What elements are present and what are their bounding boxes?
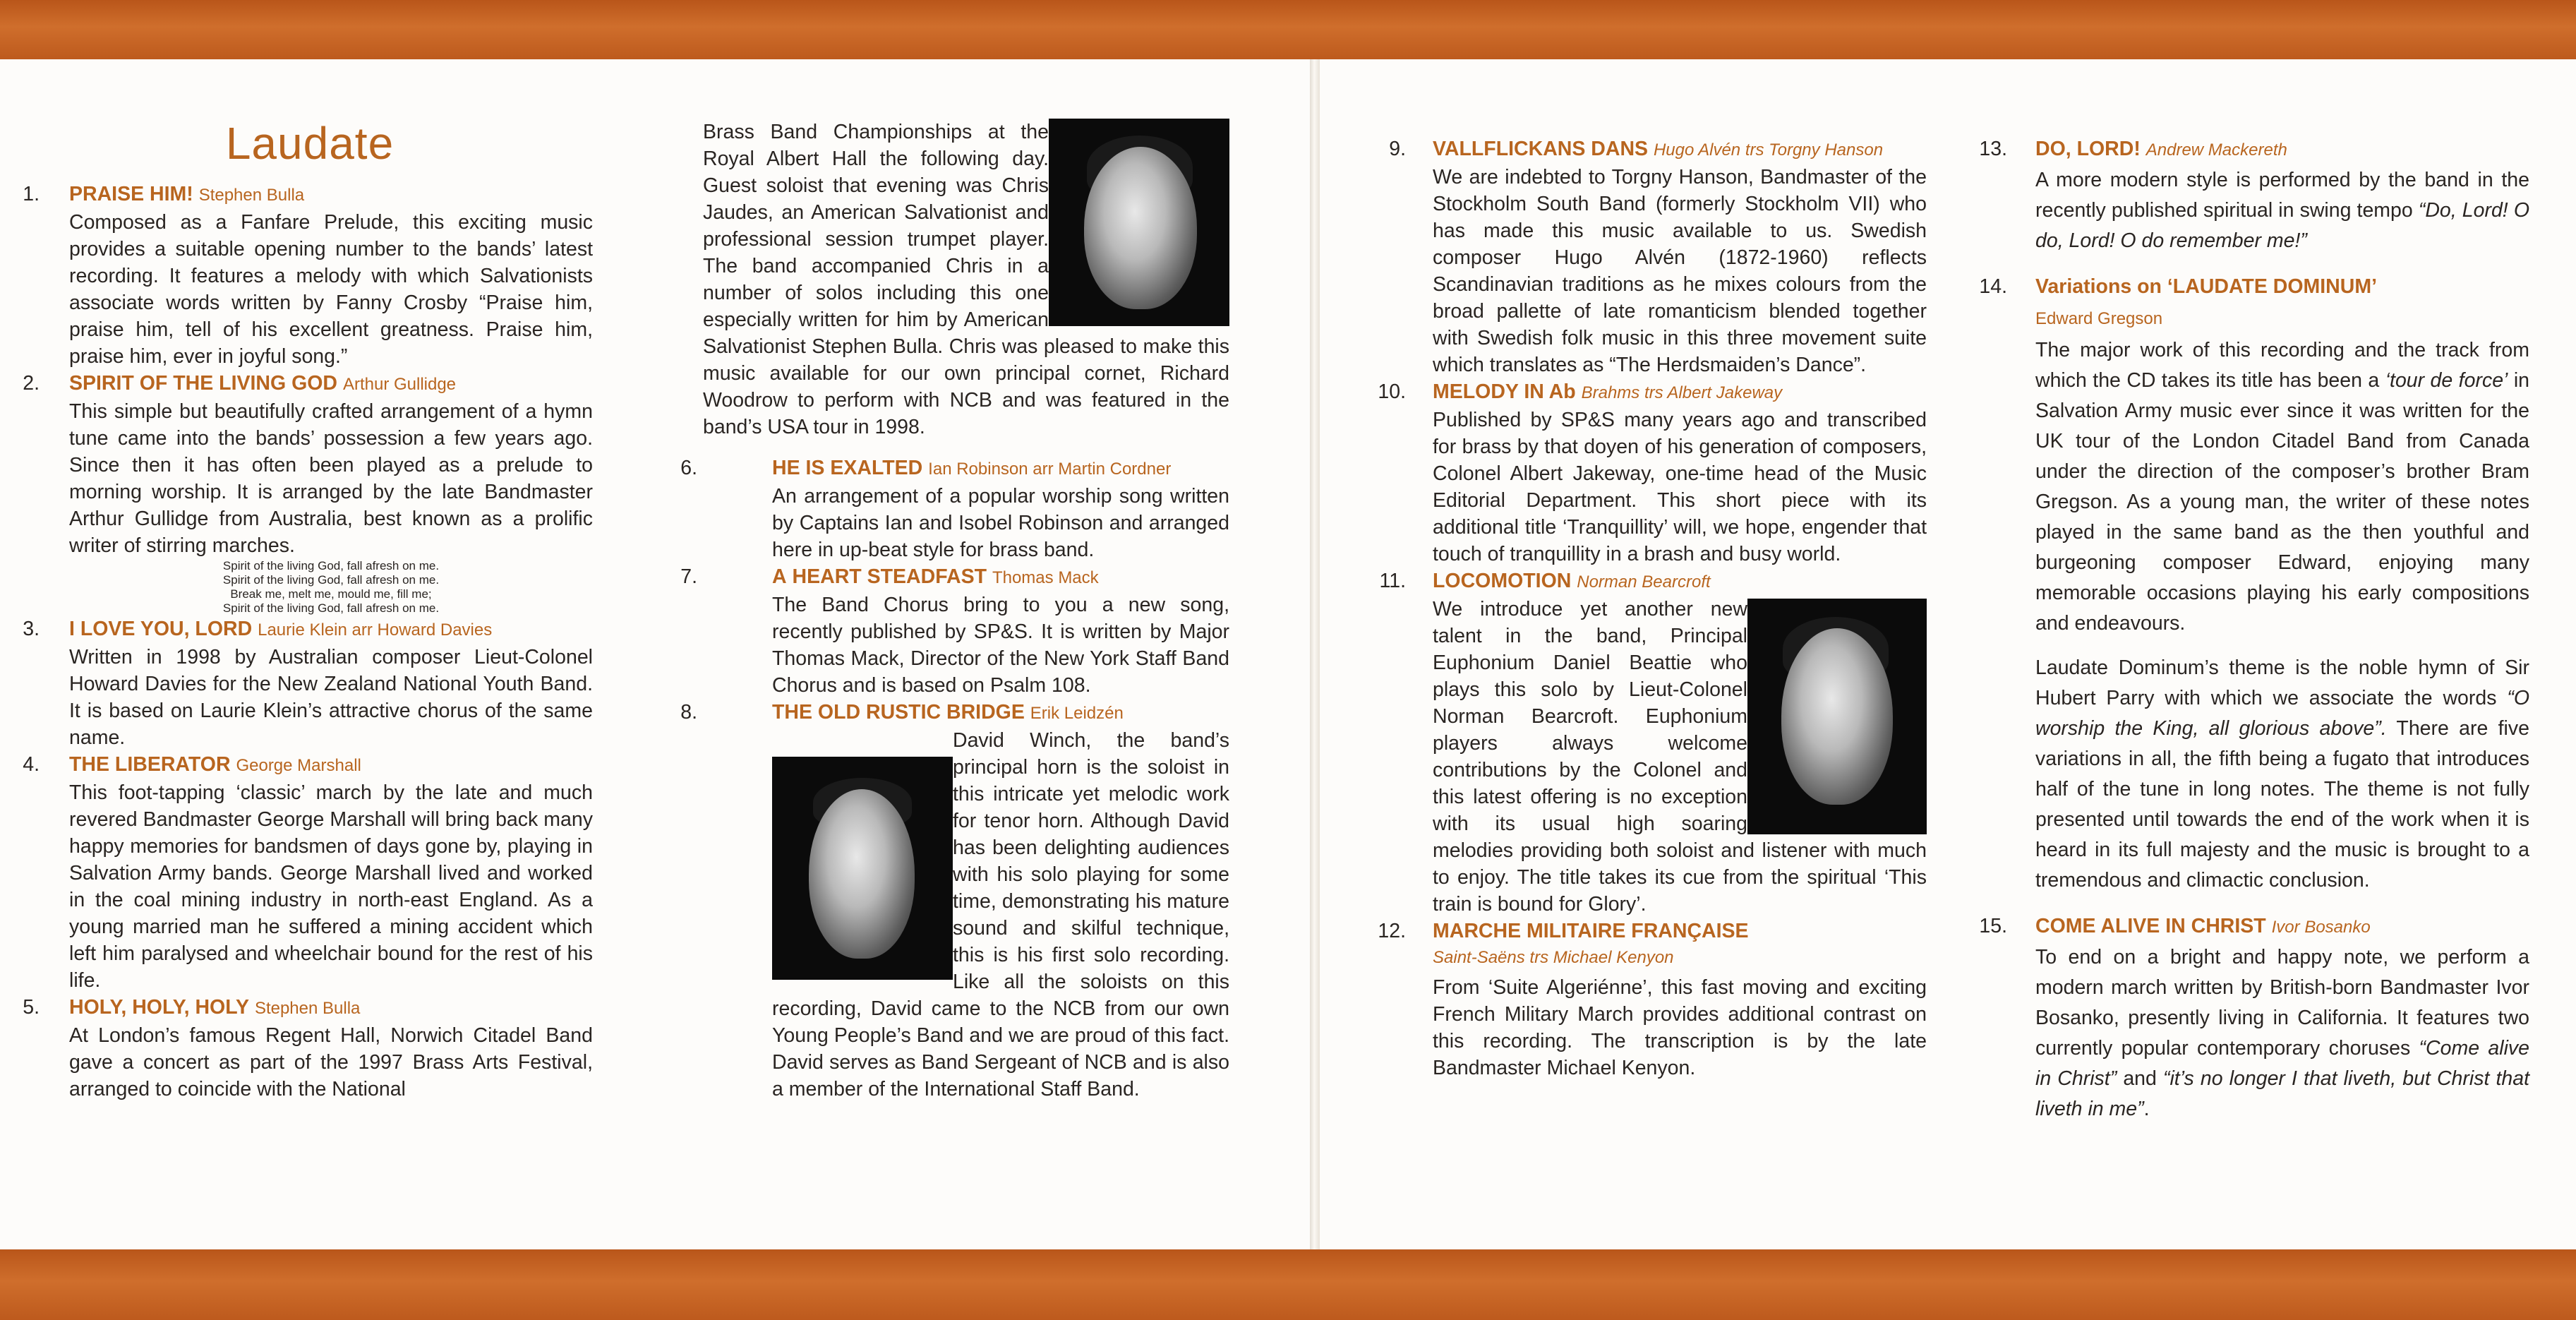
booklet-title: Laudate <box>225 118 395 169</box>
track-8 <box>680 699 1229 1103</box>
track-heading <box>1433 136 1927 164</box>
track-number: 7. <box>680 565 697 588</box>
track-notes: This simple but beautifully crafted arrangement of a hymn tune came into the bands’ possession a few years ago. Since then it has often been played as a prelude to morning worship. It is arranged by the late Bandmaster Arthur Gullidge from Australia, best known as a prolific writer of stirring marches. <box>69 400 593 557</box>
notes-text: Laudate Dominum’s theme is the noble hymn of Sir Hubert Parry with which we associate the words <box>2035 656 2529 709</box>
track-notes-paragraph-2 <box>2035 653 2529 896</box>
track-notes: We introduce yet another new talent in the band, Principal Euphonium Daniel Beattie who plays this solo by Lieut-Colonel Norman Bearcroft. Euphonium players always welcome contributions by the Colonel and this latest offering is no exception with its usual high soaring melodies providing both soloist and listener with much to enjoy. The title takes its cue from the spiritual ‘This train is bound for Glory’. <box>1433 598 1927 916</box>
track-notes: David Winch, the band’s principal horn is the soloist in this intricate yet melodic work for tenor horn. Although David has been delighting audiences with his solo playing for some time, demonstrating his mature sound and skilful technique, this is his first solo recording. Like all the soloists on this recording, David came to the NCB from our own Young People’s Band and we are proud of this fact. David serves as Band Sergeant of NCB and is also a member of the International Staff Band. <box>772 729 1229 1100</box>
track-number: 8. <box>680 701 697 724</box>
bottom-orange-band <box>0 1249 2576 1320</box>
track-heading <box>1433 568 1927 596</box>
track-heading <box>2035 911 2529 942</box>
track-10 <box>1364 378 1927 568</box>
track-heading <box>772 455 1229 483</box>
track-notes: This foot-tapping ‘classic’ march by the late and much revered Bandmaster George Marshall will bring back many happy memories for bandsmen of days gone by, playing in Salvation Army bands. George Marshall lived and worked in the coal mining industry in north-east England. As a young married man he suffered a mining accident which left him paralysed and wheelchair bound for the rest of his life. <box>69 781 593 992</box>
track-heading <box>772 699 1229 727</box>
track-notes: Composed as a Fanfare Prelude, this exciting music provides a suitable opening number to the bands’ latest recording. It features a melody with which Salvationists associate words written by Fanny Crosby “Praise him, praise him, tell of his excellent greatness. Praise him, praise him, ever in joyful song.” <box>69 211 593 368</box>
column-4 <box>1979 134 2530 1124</box>
photo-david-winch <box>772 757 953 980</box>
notes-quote: “it’s no longer I that liveth, but Christ that liveth in me” <box>2035 1067 2530 1120</box>
track-title: DO, LORD! <box>2035 138 2141 160</box>
track-heading <box>69 751 593 779</box>
hymn-verse <box>69 559 593 616</box>
notes-text: in Salvation Army music ever since it was written for the UK tour of the London Citadel Band from Canada under the direction of the composer’s brother Bram Gregson. As a young man, the writer of these notes played in the same band as the then youthful and burgeoning composer Edward, enjoying many memorable occasions playing his early compositions and endeavours. <box>2035 369 2530 635</box>
track-9 <box>1364 136 1927 378</box>
track-heading <box>69 181 593 209</box>
track-13 <box>1979 134 2529 256</box>
track-credit: Stephen Bulla <box>198 186 305 205</box>
notes-text: There are five variations in all, the fifth being a fugato that introduces half of the tune in long notes. The theme is not fully presented until towards the end of the work when it is heard in its full majesty and the music is brought to a tremendous and climactic conclusion. <box>2035 717 2529 892</box>
track-5-continued <box>703 119 1229 440</box>
track-number: 15. <box>1979 915 2007 937</box>
track-credit: Hugo Alvén trs Torgny Hanson <box>1653 140 1884 160</box>
track-title: HEART STEADFAST <box>792 565 987 588</box>
track-2 <box>23 370 593 616</box>
track-number: 4. <box>23 753 40 776</box>
track-title: MARCHE MILITAIRE FRANÇAISE <box>1433 920 1749 942</box>
track-notes: Written in 1998 by Australian composer Lieut-Colonel Howard Davies for the New Zealand National Youth Band. It is based on Laurie Klein’s attractive chorus of the same name. <box>69 646 593 749</box>
track-number: 2. <box>23 372 40 395</box>
track-number: 13. <box>1979 138 2007 160</box>
track-number: 6. <box>680 457 697 479</box>
track-heading <box>69 994 593 1022</box>
track-title: I LOVE YOU, LORD <box>69 618 253 640</box>
track-heading <box>1433 918 1927 944</box>
track-heading <box>772 563 1229 592</box>
track-number: 12. <box>1378 920 1406 942</box>
track-3 <box>23 616 593 751</box>
notes-text: To end on a bright and happy note, we perform a modern march written by British-born Bandmaster Ivor Bosanko, presently living in California. It features two currently popular contemporary choruses <box>2035 946 2529 1060</box>
notes-quote: “Come alive in Christ” <box>2035 1037 2529 1090</box>
track-credit: Ian Robinson arr Martin Cordner <box>928 460 1172 479</box>
track-number: 10. <box>1378 380 1406 403</box>
notes-text: and <box>2123 1067 2157 1090</box>
notes-text: The major work of this recording and the track from which the CD takes its title has been a <box>2035 339 2529 392</box>
track-title: THE OLD RUSTIC BRIDGE <box>772 701 1025 724</box>
notes-text: A more modern style is performed by the band in the recently published spiritual in swing tempo <box>2035 169 2529 222</box>
verse-line: Break me, melt me, mould me, fill me; <box>230 587 432 601</box>
track-6 <box>680 455 1229 563</box>
track-12 <box>1364 918 1927 1081</box>
track-credit: Stephen Bulla <box>254 999 361 1018</box>
track-number: 11. <box>1379 570 1406 592</box>
track-title-prefix: A <box>772 565 787 588</box>
track-title: THE LIBERATOR <box>69 753 231 776</box>
track-credit: Brahms trs Albert Jakeway <box>1581 383 1783 402</box>
track-heading <box>69 616 593 644</box>
track-title: HOLY, HOLY, HOLY <box>69 996 250 1019</box>
track-credit: Norman Bearcroft <box>1577 572 1711 592</box>
track-credit: Andrew Mackereth <box>2145 140 2287 160</box>
track-notes <box>2035 942 2529 1124</box>
portrait-face <box>1781 628 1893 805</box>
track-11 <box>1364 568 1927 918</box>
track-title: VALLFLICKANS DANS <box>1433 138 1649 160</box>
track-title: Variations on ‘LAUDATE DOMINUM’ <box>2035 275 2377 298</box>
track-notes: We are indebted to Torgny Hanson, Bandmaster of the Stockholm South Band (formerly Stockholm VII) who has made this music available to us. Swedish composer Hugo Alvén (1872-1960) reflects Scandinavian traditions as he mixes colours from the broad pallette of late romanticism blended together with Swedish folk music in this three movement suite which translates as “The Herdsmaiden’s Dance”. <box>1433 166 1927 376</box>
track-notes: At London’s famous Regent Hall, Norwich Citadel Band gave a concert as part of the 1997 Brass Arts Festival, arranged to coincide with the National <box>69 1024 593 1100</box>
photo-daniel-beattie <box>1747 599 1927 834</box>
track-credit: Saint-Saëns trs Michael Kenyon <box>1433 948 1674 967</box>
track-1 <box>23 181 593 370</box>
photo-chris-jaudes <box>1049 119 1229 326</box>
track-credit: Ivor Bosanko <box>2271 918 2371 937</box>
track-15 <box>1979 911 2530 1124</box>
track-heading <box>69 370 593 398</box>
portrait-face <box>809 789 915 959</box>
track-credit: Arthur Gullidge <box>342 375 457 394</box>
track-title: SPIRIT OF THE LIVING GOD <box>69 372 338 395</box>
column-1 <box>23 116 593 1103</box>
track-title: LOCOMOTION <box>1433 570 1572 592</box>
column-2 <box>680 119 1229 1103</box>
verse-line: Spirit of the living God, fall afresh on me. <box>222 559 440 572</box>
track-5 <box>23 994 593 1103</box>
track-notes: From ‘Suite Algeriénne’, this fast moving and exciting French Military March provides additional contrast on this recording. The transcription is by the late Bandmaster Michael Kenyon. <box>1433 976 1927 1079</box>
booklet-fold <box>1310 59 1320 1249</box>
notes-text: . <box>2143 1098 2150 1120</box>
notes-emphasis: “O worship the King, all glorious above”. <box>2035 687 2529 740</box>
track-title: COME ALIVE IN CHRIST <box>2035 915 2266 937</box>
track-number: 3. <box>23 618 40 640</box>
track-heading <box>2035 272 2529 302</box>
track-number: 9. <box>1389 138 1406 160</box>
track-14 <box>1979 272 2530 896</box>
track-number: 14. <box>1979 275 2007 298</box>
track-credit: Erik Leidzén <box>1030 704 1124 723</box>
track-notes: Published by SP&S many years ago and transcribed for brass by that doyen of his generation of composers, Colonel Albert Jakeway, one-time head of the Music Editorial Department. This short piece with its additional title ‘Tranquillity’ will, we hope, engender that touch of tranquillity in a brash and busy world. <box>1433 409 1927 565</box>
track-4 <box>23 751 593 994</box>
track-heading <box>1433 378 1927 407</box>
track-title: HE IS EXALTED <box>772 457 923 479</box>
track-credit: Edward Gregson <box>2035 309 2163 328</box>
portrait-face <box>1084 147 1197 309</box>
track-7 <box>680 563 1229 699</box>
track-notes <box>2035 165 2529 256</box>
verse-line: Spirit of the living God, fall afresh on me. <box>222 601 440 615</box>
notes-emphasis: ‘tour de force’ <box>2385 369 2508 392</box>
track-title: MELODY IN Ab <box>1433 380 1576 403</box>
track-number: 1. <box>23 183 40 205</box>
verse-line: Spirit of the living God, fall afresh on me. <box>222 573 440 587</box>
top-orange-band <box>0 0 2576 59</box>
notes-quote: “Do, Lord! O do, Lord! O do remember me!” <box>2035 199 2529 252</box>
track-credit: Thomas Mack <box>992 568 1099 587</box>
track-notes: Brass Band Championships at the Royal Albert Hall the following day. Guest soloist that evening was Chris Jaudes, an American Salvationist and professional session trumpet player. The band accompanied Chris in a number of solos including this one especially written for him by American Salvationist Stephen Bulla. Chris was pleased to make this music available for our own principal cornet, Richard Woodrow to perform with NCB and was featured in the band’s USA tour in 1998. <box>703 121 1229 438</box>
track-title: PRAISE HIM! <box>69 183 193 205</box>
column-3 <box>1364 136 1927 1081</box>
track-number: 5. <box>23 996 40 1019</box>
track-heading <box>2035 134 2529 165</box>
track-notes <box>2035 335 2529 639</box>
track-notes: An arrangement of a popular worship song written by Captains Ian and Isobel Robinson and arranged here in up-beat style for brass band. <box>772 485 1229 561</box>
track-notes: The Band Chorus bring to you a new song, recently published by SP&S. It is written by Major Thomas Mack, Director of the New York Staff Band Chorus and is based on Psalm 108. <box>772 594 1229 697</box>
track-credit: George Marshall <box>236 756 361 775</box>
track-credit: Laurie Klein arr Howard Davies <box>258 620 493 640</box>
